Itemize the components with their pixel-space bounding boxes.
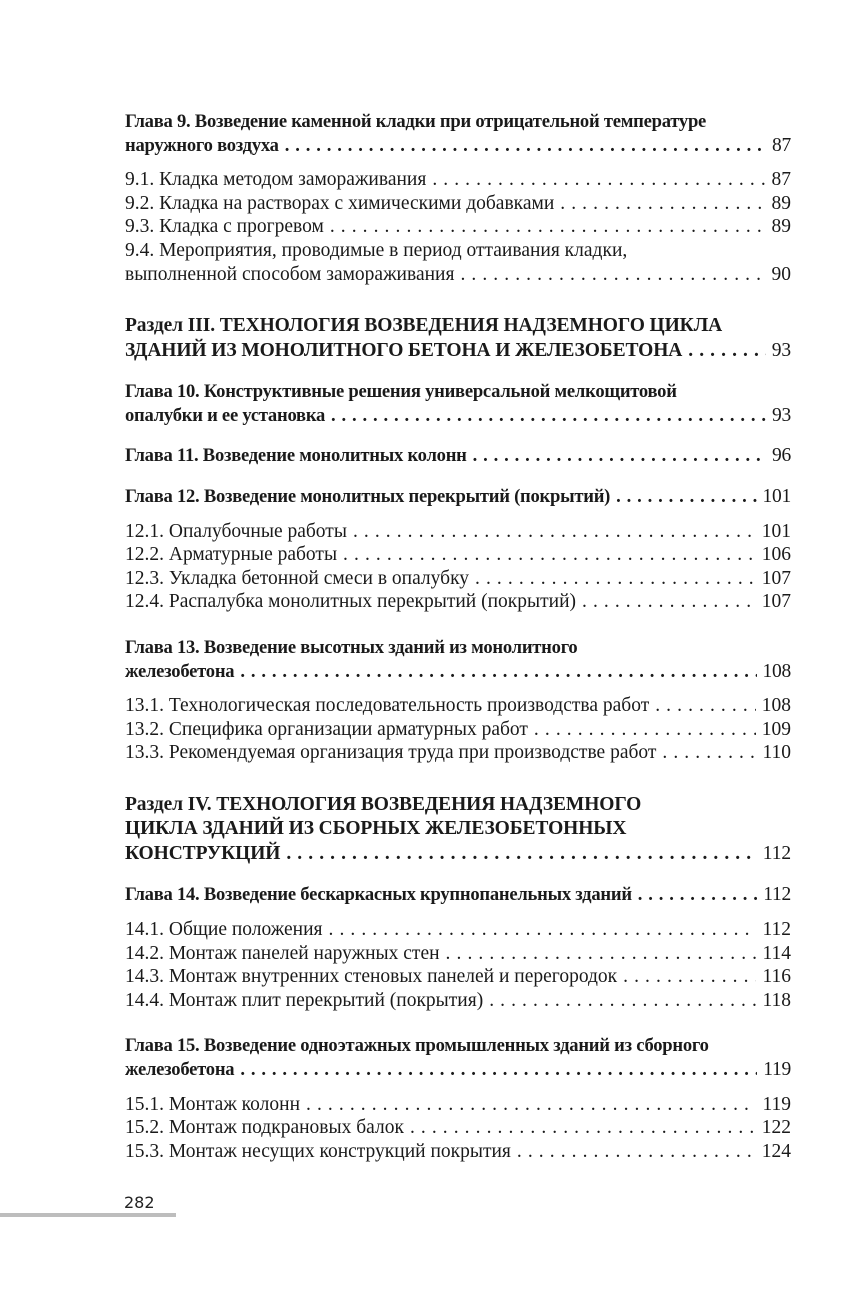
- dot-leader: [343, 543, 756, 567]
- toc-entry-title: опалубки и ее установка: [125, 404, 326, 426]
- toc-entry-title: 13.3. Рекомендуемая организация труда при производстве работ: [125, 742, 657, 764]
- dot-leader: [473, 444, 766, 468]
- toc-entry-title-line: Раздел III. ТЕХНОЛОГИЯ ВОЗВЕДЕНИЯ НАДЗЕМНОГО ЦИКЛА: [125, 315, 723, 337]
- toc-entry-page: 112: [762, 918, 791, 940]
- dot-leader: [688, 339, 765, 364]
- toc-entry-leader-line: [125, 590, 791, 614]
- toc-entry-leader-line: [125, 741, 791, 765]
- toc-entry-item: [125, 567, 791, 591]
- toc-entry-page: 124: [761, 1140, 791, 1162]
- toc-entry-chapter: [125, 1034, 791, 1081]
- toc-entry-title: Глава 11. Возведение монолитных колонн: [125, 445, 467, 467]
- toc-entry-leader-line: [125, 215, 791, 239]
- dot-leader: [353, 520, 756, 544]
- toc-entry-item: [125, 694, 791, 718]
- dot-leader: [240, 1058, 757, 1082]
- dot-leader: [623, 965, 756, 989]
- toc-entry-page: 101: [762, 485, 791, 507]
- toc-entry-page: 87: [772, 134, 791, 156]
- toc-entry-page: 107: [761, 567, 791, 589]
- dot-leader: [560, 192, 765, 216]
- toc-entry-title: 12.4. Распалубка монолитных перекрытий (покрытий): [125, 591, 576, 613]
- toc-entry-leader-line: [125, 918, 791, 942]
- toc-entry-leader-line: [125, 485, 791, 509]
- toc-entry-title: 14.4. Монтаж плит перекрытий (покрытия): [125, 989, 484, 1011]
- dot-leader: [460, 263, 765, 287]
- toc-entry-page: 108: [762, 660, 791, 682]
- footer-rule: [0, 1213, 176, 1217]
- dot-leader: [331, 404, 766, 428]
- toc-entry-leader-line: [125, 718, 791, 742]
- toc-entry-item: [125, 1093, 791, 1117]
- toc-entry-leader-line: [125, 842, 791, 867]
- toc-entry-title: наружного воздуха: [125, 134, 279, 156]
- toc-entry-leader-line: [125, 965, 791, 989]
- toc-entry-leader-line: [125, 168, 791, 192]
- toc-entry-page: 93: [771, 339, 791, 361]
- dot-leader: [655, 694, 756, 718]
- toc-entry-section: [125, 793, 791, 867]
- toc-entry-item: [125, 168, 791, 192]
- toc-entry-title-line: Глава 15. Возведение одноэтажных промышленных зданий из сборного: [125, 1035, 709, 1057]
- toc-entry-title: 14.3. Монтаж внутренних стеновых панелей и перегородок: [125, 966, 618, 988]
- toc-entry-title-line: ЦИКЛА ЗДАНИЙ ИЗ СБОРНЫХ ЖЕЛЕЗОБЕТОННЫХ: [125, 818, 627, 840]
- toc-entry-page: 112: [762, 842, 791, 864]
- toc-entry-page: 116: [762, 966, 791, 988]
- toc-entry-item: [125, 965, 791, 989]
- toc-entry-title-line: Глава 13. Возведение высотных зданий из монолитного: [125, 636, 578, 658]
- toc-entry-item: [125, 239, 791, 286]
- toc-entry-leader-line: [125, 263, 791, 287]
- dot-leader: [489, 989, 756, 1013]
- toc-entry-title: 15.1. Монтаж колонн: [125, 1093, 301, 1115]
- toc-entry-leader-line: [125, 883, 791, 907]
- toc-entry-title: 12.2. Арматурные работы: [125, 544, 338, 566]
- dot-leader: [638, 883, 757, 907]
- dot-leader: [616, 485, 756, 509]
- toc-entry-title: 9.3. Кладка с прогревом: [125, 216, 324, 238]
- toc-entry-title-line: Глава 9. Возведение каменной кладки при отрицательной температуре: [125, 111, 707, 132]
- toc-entry-page: 114: [762, 942, 791, 964]
- dot-leader: [329, 918, 757, 942]
- toc-entry-leader-line: [125, 942, 791, 966]
- toc-entry-page: 106: [761, 544, 791, 566]
- toc-entry-page: 90: [771, 263, 791, 285]
- toc-entry-leader-line: [125, 543, 791, 567]
- toc-entry-title-line: Глава 10. Конструктивные решения универсальной мелкощитовой: [125, 381, 677, 403]
- toc-entry-page: 101: [761, 520, 791, 542]
- toc-entry-item: [125, 192, 791, 216]
- toc-entry-item: [125, 215, 791, 239]
- table-of-contents: [125, 110, 791, 1163]
- toc-entry-title: 12.3. Укладка бетонной смеси в опалубку: [125, 567, 470, 589]
- toc-entry-title: 15.2. Монтаж подкрановых балок: [125, 1117, 404, 1139]
- toc-entry-item: [125, 520, 791, 544]
- toc-entry-leader-line: [125, 134, 791, 158]
- toc-entry-page: 107: [761, 591, 791, 613]
- toc-entry-title: 9.2. Кладка на растворах с химическими добавками: [125, 192, 555, 214]
- toc-entry-title: Глава 14. Возведение бескаркасных крупнопанельных зданий: [125, 884, 632, 906]
- dot-leader: [582, 590, 756, 614]
- toc-entry-page: 112: [763, 884, 791, 906]
- toc-entry-item: [125, 1116, 791, 1140]
- toc-entry-leader-line: [125, 567, 791, 591]
- toc-entry-leader-line: [125, 192, 791, 216]
- toc-entry-item: [125, 741, 791, 765]
- toc-entry-page: 89: [771, 216, 791, 238]
- toc-entry-page: 119: [763, 1058, 791, 1080]
- dot-leader: [432, 168, 765, 192]
- dot-leader: [517, 1140, 756, 1164]
- toc-entry-leader-line: [125, 444, 791, 468]
- toc-entry-item: [125, 989, 791, 1013]
- dot-leader: [240, 660, 756, 684]
- dot-leader: [285, 134, 766, 158]
- dot-leader: [475, 567, 756, 591]
- toc-entry-chapter: [125, 485, 791, 509]
- toc-entry-leader-line: [125, 339, 791, 364]
- toc-entry-title: Глава 12. Возведение монолитных перекрытий (покрытий): [125, 485, 611, 507]
- toc-entry-item: [125, 590, 791, 614]
- toc-entry-title: ЗДАНИЙ ИЗ МОНОЛИТНОГО БЕТОНА И ЖЕЛЕЗОБЕТОНА: [125, 339, 683, 361]
- toc-entry-title: 13.1. Технологическая последовательность производства работ: [125, 695, 650, 717]
- toc-entry-leader-line: [125, 989, 791, 1013]
- toc-entry-item: [125, 918, 791, 942]
- toc-entry-item: [125, 543, 791, 567]
- toc-entry-title: 13.2. Специфика организации арматурных работ: [125, 718, 528, 740]
- toc-entry-page: 110: [762, 742, 791, 764]
- toc-entry-title: 12.1. Опалубочные работы: [125, 520, 347, 542]
- toc-entry-leader-line: [125, 520, 791, 544]
- toc-entry-chapter: [125, 380, 791, 427]
- toc-entry-title-line: Раздел IV. ТЕХНОЛОГИЯ ВОЗВЕДЕНИЯ НАДЗЕМНОГО: [125, 793, 642, 815]
- dot-leader: [286, 842, 756, 867]
- toc-entry-leader-line: [125, 1058, 791, 1082]
- toc-entry-page: 89: [771, 192, 791, 214]
- toc-entry-title: 14.1. Общие положения: [125, 918, 323, 940]
- toc-entry-chapter: [125, 444, 791, 468]
- toc-entry-item: [125, 718, 791, 742]
- toc-entry-page: 118: [762, 989, 791, 1011]
- toc-entry-title: железобетона: [125, 660, 235, 682]
- dot-leader: [330, 215, 766, 239]
- dot-leader: [306, 1093, 756, 1117]
- toc-entry-page: 122: [761, 1117, 791, 1139]
- toc-entry-title: железобетона: [125, 1058, 235, 1080]
- toc-entry-page: 96: [772, 445, 791, 467]
- toc-entry-title: 14.2. Монтаж панелей наружных стен: [125, 942, 440, 964]
- toc-entry-title: выполненной способом замораживания: [125, 263, 455, 285]
- toc-entry-page: 119: [762, 1093, 791, 1115]
- toc-entry-leader-line: [125, 1140, 791, 1164]
- dot-leader: [662, 741, 756, 765]
- dot-leader: [446, 942, 757, 966]
- toc-entry-page: 109: [761, 718, 791, 740]
- dot-leader: [534, 718, 756, 742]
- toc-entry-title: КОНСТРУКЦИЙ: [125, 842, 281, 864]
- toc-entry-title: 9.1. Кладка методом замораживания: [125, 169, 427, 191]
- toc-entry-chapter: [125, 883, 791, 907]
- toc-entry-leader-line: [125, 1093, 791, 1117]
- toc-entry-leader-line: [125, 1116, 791, 1140]
- toc-entry-chapter: [125, 636, 791, 683]
- toc-entry-section: [125, 314, 791, 363]
- toc-entry-leader-line: [125, 660, 791, 684]
- page-number: 282: [124, 1193, 155, 1212]
- toc-entry-title-line: 9.4. Мероприятия, проводимые в период оттаивания кладки,: [125, 239, 628, 261]
- toc-entry-leader-line: [125, 404, 791, 428]
- toc-entry-title: 15.3. Монтаж несущих конструкций покрытия: [125, 1140, 511, 1162]
- toc-entry-chapter: [125, 110, 791, 157]
- toc-entry-page: 93: [772, 404, 791, 426]
- dot-leader: [410, 1116, 756, 1140]
- toc-entry-item: [125, 942, 791, 966]
- toc-entry-page: 87: [771, 169, 791, 191]
- toc-entry-page: 108: [761, 695, 791, 717]
- toc-entry-leader-line: [125, 694, 791, 718]
- toc-entry-item: [125, 1140, 791, 1164]
